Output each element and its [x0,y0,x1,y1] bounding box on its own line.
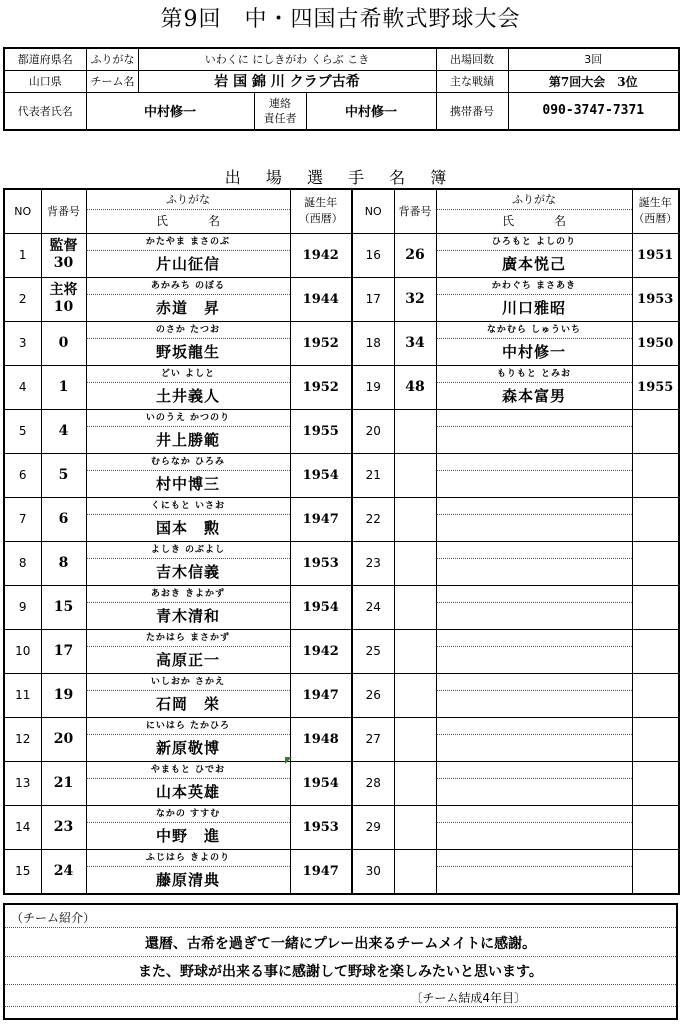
player-name: 国本 勲 [155,518,220,537]
player-furigana-right [437,806,632,823]
intro-line-2: また、野球が出来る事に感謝して野球を楽しみたいと思います。 [138,964,543,980]
player-furigana-right [437,542,632,559]
phone-value: 090-3747-7371 [508,92,679,130]
player-name-right [437,603,632,629]
uniform-number-right [394,673,436,717]
row-no: 4 [4,365,41,409]
birth-year-right [632,717,679,761]
row-no: 1 [4,233,41,277]
uniform-number-right [394,453,436,497]
table-row [4,365,679,409]
birth-year: 1952 [290,365,352,409]
player-name-right [437,647,632,673]
birth-year: 1955 [290,409,352,453]
row-no-right: 22 [352,497,394,541]
uniform-number-right: 48 [394,365,436,409]
team-name: 岩 国 錦 川 クラブ古希 [138,70,436,92]
birth-year: 1952 [290,321,352,365]
header-name-right [436,189,632,233]
player-furigana-right [437,410,632,427]
rep-label: 代表者氏名 [4,92,86,130]
table-row [4,585,679,629]
player-furigana-right [437,586,632,603]
uniform-number-right: 34 [394,321,436,365]
uniform-number [41,805,86,849]
header-birth-2-right: （西暦） [633,212,678,226]
player-name-cell [86,717,290,761]
uniform-number-right [394,497,436,541]
uniform-number [41,277,86,321]
header-birth-2: （西暦） [298,212,343,226]
number-value: 20 [53,730,74,747]
player-name-cell-right [436,365,632,409]
uniform-number-right [394,629,436,673]
header-furigana: ふりがな [87,190,290,210]
player-name-cell [86,673,290,717]
row-no-right: 19 [352,365,394,409]
number-value: 0 [58,334,69,351]
uniform-number [41,761,86,805]
uniform-number [41,233,86,277]
player-name-right [437,867,632,893]
header-birth [290,189,352,233]
roster-table [3,188,680,895]
row-no: 13 [4,761,41,805]
player-name: 野坂龍生 [155,342,220,361]
player-name-cell-right [436,849,632,894]
player-name: 吉木信義 [155,562,220,581]
player-furigana: むらなか ひろみ [87,454,290,471]
player-furigana-right [437,674,632,691]
uniform-number [41,585,86,629]
player-furigana: ふじはら きよのり [87,850,290,867]
number-value: 23 [53,818,74,835]
player-name-cell [86,453,290,497]
table-row [4,849,679,894]
player-name-right [437,559,632,585]
player-name-cell-right [436,453,632,497]
rep-value: 中村修一 [86,92,254,130]
birth-year-right: 1955 [632,365,679,409]
player-furigana-right: もりもと とみお [437,366,632,383]
row-no: 15 [4,849,41,894]
player-name-cell [86,409,290,453]
player-name-right [437,427,632,453]
player-name-cell [86,849,290,894]
birth-year-right: 1950 [632,321,679,365]
record-label: 主な戦績 [436,70,508,92]
uniform-number-right [394,585,436,629]
player-name-cell-right [436,233,632,277]
player-name-right [437,691,632,717]
player-furigana: よしき のぶよし [87,542,290,559]
uniform-number [41,453,86,497]
player-furigana: あかみち のぼる [87,278,290,295]
pref-label: 都道府県名 [4,48,86,70]
roster-title: 出 場 選 手 名 簿 [224,168,457,187]
birth-year-right [632,849,679,894]
player-name-cell-right [436,321,632,365]
player-furigana: いしおか さかえ [87,674,290,691]
record-value: 第7回大会 3位 [508,70,679,92]
uniform-number [41,629,86,673]
number-value: 5 [58,466,69,483]
row-no: 10 [4,629,41,673]
player-furigana-right [437,762,632,779]
player-furigana: くにもと いさお [87,498,290,515]
row-no-right: 29 [352,805,394,849]
row-no: 5 [4,409,41,453]
row-no: 12 [4,717,41,761]
uniform-number [41,497,86,541]
player-name: 中野 進 [155,826,220,845]
header-number-right: 背番号 [394,189,436,233]
uniform-number-right: 32 [394,277,436,321]
player-name-cell [86,541,290,585]
player-name-cell [86,321,290,365]
player-furigana: あおき きよかず [87,586,290,603]
player-furigana: いのうえ かつのり [87,410,290,427]
uniform-number-right [394,849,436,894]
header-birth-1-right: 誕生年 [638,196,672,210]
table-row [4,805,679,849]
birth-year: 1953 [290,541,352,585]
table-row [4,717,679,761]
player-name-cell [86,585,290,629]
player-furigana-right [437,630,632,647]
birth-year: 1944 [290,277,352,321]
player-name-cell [86,805,290,849]
contact-label-1: 連絡 [269,96,291,110]
header-no: NO [4,189,41,233]
player-name: 井上勝範 [155,430,220,449]
player-name: 片山征信 [155,254,220,273]
header-furigana-right: ふりがな [437,190,632,210]
player-furigana-right [437,454,632,471]
number-value: 19 [53,686,74,703]
player-furigana-right: かわぐち まさあき [437,278,632,295]
player-name: 村中博三 [155,474,220,493]
birth-year-right [632,805,679,849]
header-no-right: NO [352,189,394,233]
table-row [4,453,679,497]
player-furigana: なかの すすむ [87,806,290,823]
player-furigana-right: なかむら しゅういち [437,322,632,339]
uniform-number [41,409,86,453]
header-name-label-right: 氏名 [501,214,606,229]
appear-value: 3回 [508,48,679,70]
player-name-cell-right [436,277,632,321]
birth-year: 1947 [290,849,352,894]
player-name-right: 廣本悦己 [501,254,566,273]
player-name-cell [86,233,290,277]
uniform-number [41,673,86,717]
player-furigana-right [437,718,632,735]
table-row [4,629,679,673]
row-no: 8 [4,541,41,585]
contact-label-2: 責任者 [263,111,297,125]
table-row [4,541,679,585]
number-value: 24 [53,862,74,879]
number-value: 17 [53,642,74,659]
player-name-cell [86,497,290,541]
cell-comment-marker [285,757,292,764]
row-no: 7 [4,497,41,541]
birth-year: 1947 [290,497,352,541]
player-name-cell-right [436,585,632,629]
number-value: 8 [58,554,69,571]
row-no-right: 25 [352,629,394,673]
birth-year-right [632,541,679,585]
table-row [4,497,679,541]
birth-year-right [632,673,679,717]
row-no-right: 17 [352,277,394,321]
number-value: 10 [53,299,74,315]
uniform-number [41,365,86,409]
birth-year: 1954 [290,585,352,629]
uniform-number [41,321,86,365]
role-label: 主将 [49,282,78,298]
number-value: 4 [58,422,69,439]
player-name-cell [86,761,290,805]
row-no-right: 18 [352,321,394,365]
header-name [86,189,290,233]
player-name-right: 川口雅昭 [501,298,566,317]
player-furigana: にいはら たかひろ [87,718,290,735]
player-furigana-right: ひろもと よしのり [437,234,632,251]
role-label: 監督 [49,238,78,254]
player-name-cell-right [436,805,632,849]
birth-year: 1948 [290,717,352,761]
number-value: 21 [53,774,74,791]
table-row [4,673,679,717]
player-name-cell [86,365,290,409]
player-name: 青木清和 [155,606,220,625]
player-furigana: たかはら まさかず [87,630,290,647]
birth-year-right [632,761,679,805]
player-name-cell-right [436,409,632,453]
table-row [4,233,679,277]
header-name-label: 氏名 [155,214,260,229]
birth-year-right: 1951 [632,233,679,277]
player-furigana: やまもと ひでお [87,762,290,779]
uniform-number-right [394,805,436,849]
team-info-table [3,47,680,131]
row-no: 3 [4,321,41,365]
row-no-right: 28 [352,761,394,805]
uniform-number [41,541,86,585]
birth-year: 1954 [290,453,352,497]
row-no-right: 16 [352,233,394,277]
player-name: 石岡 栄 [155,694,220,713]
furigana-label: ふりがな [86,48,138,70]
intro-line-1: 還暦、古希を過ぎて一緒にプレー出来るチームメイトに感謝。 [144,936,537,952]
number-value: 6 [58,510,69,527]
birth-year: 1947 [290,673,352,717]
table-row [4,321,679,365]
row-no-right: 20 [352,409,394,453]
player-name: 山本英雄 [155,782,220,801]
player-name-cell [86,277,290,321]
number-value: 15 [53,598,74,615]
birth-year: 1942 [290,233,352,277]
uniform-number-right [394,717,436,761]
birth-year-right [632,497,679,541]
birth-year: 1954 [290,761,352,805]
player-furigana-right [437,498,632,515]
table-row [4,409,679,453]
uniform-number-right [394,541,436,585]
birth-year-right [632,629,679,673]
player-name-right: 中村修一 [501,342,566,361]
player-name: 赤道 昇 [155,298,220,317]
player-name: 高原正一 [155,650,220,669]
birth-year-right: 1953 [632,277,679,321]
player-name-cell-right [436,541,632,585]
row-no-right: 23 [352,541,394,585]
row-no: 14 [4,805,41,849]
row-no-right: 21 [352,453,394,497]
player-name-right [437,515,632,541]
player-name-right [437,735,632,761]
player-name: 新原敬博 [155,738,220,757]
birth-year: 1953 [290,805,352,849]
intro-label: （チーム紹介） [11,911,96,925]
player-name-cell-right [436,673,632,717]
team-label: チーム名 [86,70,138,92]
table-row [4,277,679,321]
pref-value: 山口県 [4,70,86,92]
row-no-right: 27 [352,717,394,761]
player-name: 土井義人 [155,386,220,405]
player-name-cell-right [436,629,632,673]
player-name-cell [86,629,290,673]
row-no-right: 30 [352,849,394,894]
team-intro [3,903,678,1020]
player-name-cell-right [436,717,632,761]
row-no-right: 24 [352,585,394,629]
player-furigana: のさか たつお [87,322,290,339]
page-title: 第9回 中・四国古希軟式野球大会 [160,7,521,32]
contact-value: 中村修一 [306,92,436,130]
player-name-right: 森本富男 [501,386,566,405]
player-name-right [437,823,632,849]
birth-year: 1942 [290,629,352,673]
birth-year-right [632,409,679,453]
row-no: 2 [4,277,41,321]
table-row [4,761,679,805]
row-no: 9 [4,585,41,629]
birth-year-right [632,585,679,629]
row-no: 6 [4,453,41,497]
player-furigana-right [437,850,632,867]
player-name-right [437,779,632,805]
header-birth-1: 誕生年 [304,196,338,210]
player-furigana: どい よしと [87,366,290,383]
header-number: 背番号 [41,189,86,233]
birth-year-right [632,453,679,497]
player-furigana: かたやま まさのぶ [87,234,290,251]
intro-line-3: 〔チーム結成4年目〕 [410,991,526,1005]
appear-label: 出場回数 [436,48,508,70]
row-no-right: 26 [352,673,394,717]
uniform-number [41,849,86,894]
team-furigana: いわくに にしきがわ くらぶ こき [138,48,436,70]
row-no: 11 [4,673,41,717]
number-value: 30 [53,255,74,271]
uniform-number-right: 26 [394,233,436,277]
uniform-number-right [394,761,436,805]
uniform-number-right [394,409,436,453]
player-name-cell-right [436,761,632,805]
number-value: 1 [58,378,69,395]
header-birth-right [632,189,679,233]
player-name: 藤原清典 [155,870,220,889]
contact-label [254,92,306,130]
uniform-number [41,717,86,761]
player-name-cell-right [436,497,632,541]
player-name-right [437,471,632,497]
phone-label: 携帯番号 [436,92,508,130]
